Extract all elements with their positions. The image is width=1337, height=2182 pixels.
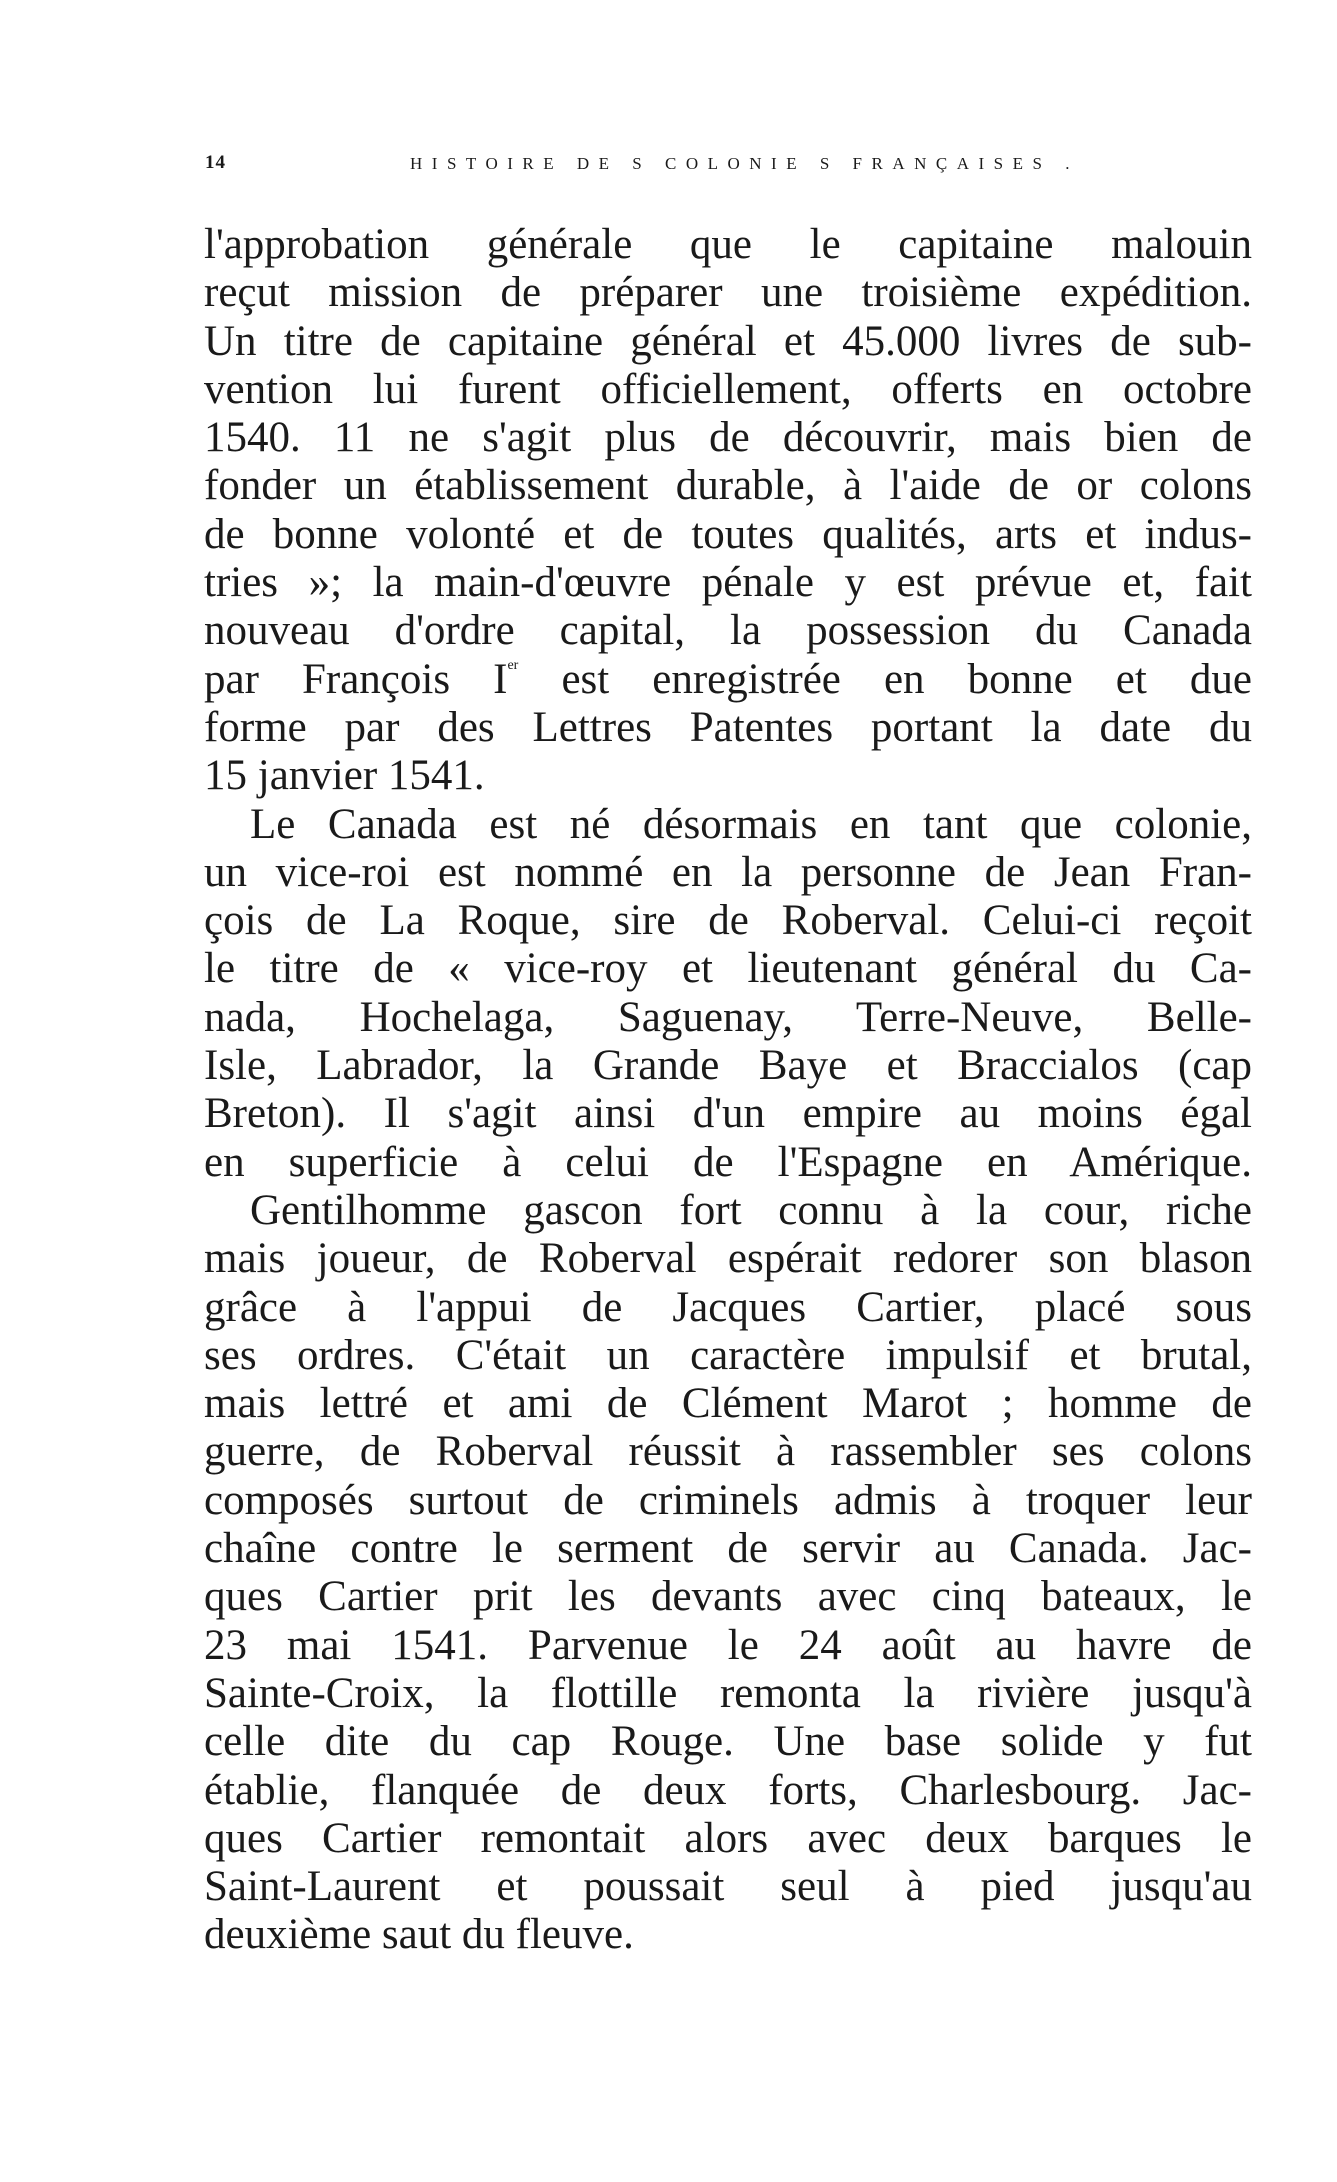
text-line: deuxième saut du fleuve. bbox=[204, 1911, 634, 1959]
text-line: Un titre de capitaine général et 45.000 livres de sub- bbox=[204, 317, 1252, 365]
text-line: forme par des Lettres Patentes portant la date du bbox=[204, 703, 1252, 751]
text-line: grâce à l'appui de Jacques Cartier, placé sous bbox=[204, 1283, 1252, 1331]
text-line: l'approbation générale que le capitaine malouin bbox=[204, 221, 1252, 268]
running-title: HISTOIRE DE S COLONIE S FRANÇAISES . bbox=[410, 154, 1079, 173]
text-line: mais lettré et ami de Clément Marot ; homme de bbox=[204, 1380, 1252, 1428]
text-line: ques Cartier prit les devants avec cinq bateaux, le bbox=[204, 1573, 1252, 1621]
text-line: ses ordres. C'était un caractère impulsif et brutal, bbox=[204, 1331, 1252, 1379]
text-line: 23 mai 1541. Parvenue le 24 août au havre de bbox=[204, 1621, 1252, 1669]
text-line: Saint-Laurent et poussait seul à pied jusqu'au bbox=[204, 1863, 1252, 1911]
body-text bbox=[204, 221, 1252, 1960]
paragraph bbox=[204, 221, 1252, 801]
text-line: celle dite du cap Rouge. Une base solide y fut bbox=[204, 1718, 1252, 1766]
text-line: établie, flanquée de deux forts, Charlesbourg. Jac- bbox=[204, 1766, 1252, 1814]
text-line: reçut mission de préparer une troisième expédition. bbox=[204, 269, 1252, 317]
text-line: Sainte-Croix, la flottille remonta la rivière jusqu'à bbox=[204, 1669, 1252, 1717]
text-line: le titre de « vice-roy et lieutenant général du Ca- bbox=[204, 945, 1252, 993]
text-line: ques Cartier remontait alors avec deux barques le bbox=[204, 1814, 1252, 1862]
text-line: mais joueur, de Roberval espérait redorer son blason bbox=[204, 1235, 1252, 1283]
text-line: guerre, de Roberval réussit à rassembler ses colons bbox=[204, 1428, 1252, 1476]
text-line: composés surtout de criminels admis à troquer leur bbox=[204, 1476, 1252, 1524]
text-line: nouveau d'ordre capital, la possession du Canada bbox=[204, 607, 1252, 655]
text-line: Le Canada est né désormais en tant que colonie, bbox=[250, 800, 1252, 848]
text-line bbox=[204, 656, 1252, 704]
text-line: Isle, Labrador, la Grande Baye et Braccialos (cap bbox=[204, 1042, 1252, 1090]
text-line: chaîne contre le serment de servir au Canada. Jac- bbox=[204, 1525, 1252, 1573]
text-line: Breton). Il s'agit ainsi d'un empire au moins égal bbox=[204, 1090, 1252, 1138]
text-fragment: est enregistrée en bonne et due bbox=[518, 655, 1252, 703]
text-fragment: par François I bbox=[204, 655, 508, 703]
text-line: Gentilhomme gascon fort connu à la cour, riche bbox=[250, 1186, 1252, 1234]
text-line: vention lui furent officiellement, offerts en octobre bbox=[204, 365, 1252, 413]
text-line: nada, Hochelaga, Saguenay, Terre-Neuve, Belle- bbox=[204, 993, 1252, 1041]
text-line: de bonne volonté et de toutes qualités, arts et indus- bbox=[204, 510, 1252, 558]
text-line: çois de La Roque, sire de Roberval. Celui-ci reçoit bbox=[204, 897, 1252, 945]
paragraph bbox=[204, 801, 1252, 1187]
text-line: 1540. 11 ne s'agit plus de découvrir, mais bien de bbox=[204, 414, 1252, 462]
paragraph bbox=[204, 1187, 1252, 1960]
text-line: un vice-roi est nommé en la personne de Jean Fran- bbox=[204, 848, 1252, 896]
text-line: en superficie à celui de l'Espagne en Amérique. bbox=[204, 1138, 1252, 1186]
page-number: 14 bbox=[205, 152, 226, 173]
superscript-er: er bbox=[507, 657, 519, 673]
text-line: 15 janvier 1541. bbox=[204, 752, 485, 800]
running-head bbox=[205, 152, 1205, 182]
text-line: fonder un établissement durable, à l'aide de or colons bbox=[204, 462, 1252, 510]
text-line: tries »; la main-d'œuvre pénale y est prévue et, fait bbox=[204, 559, 1252, 607]
